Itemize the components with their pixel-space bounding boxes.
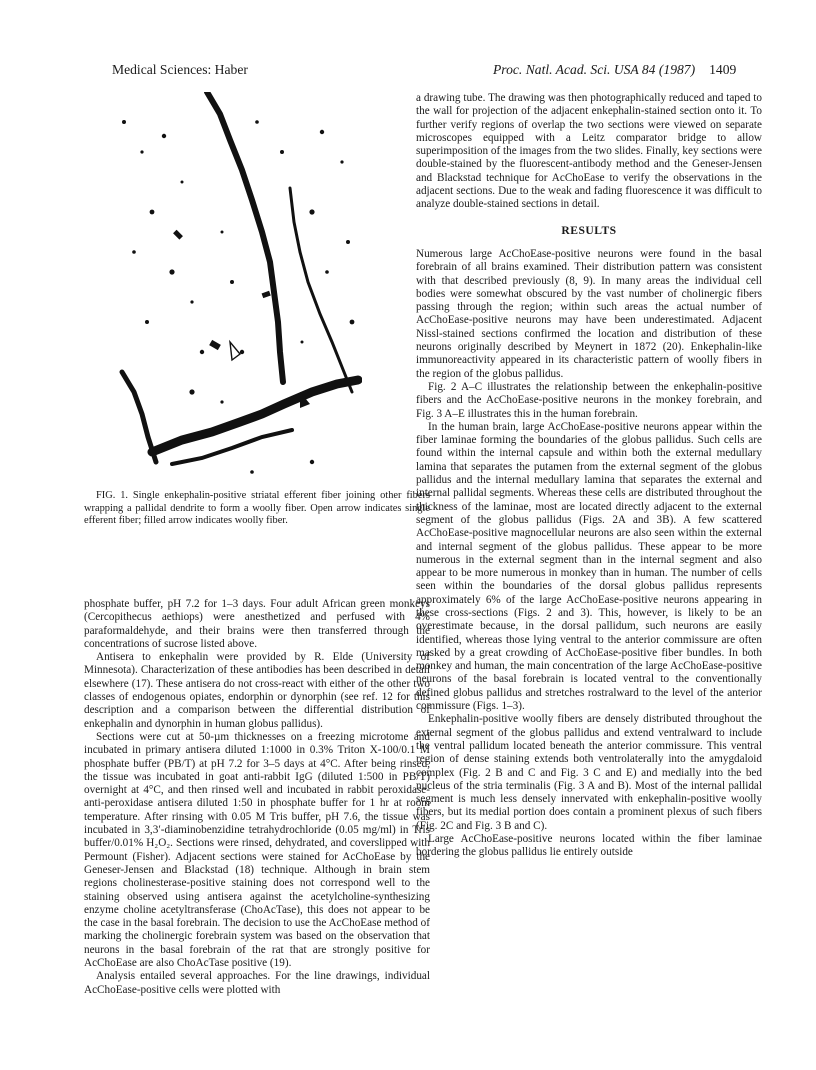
page-number: 1409 — [709, 62, 737, 77]
running-header-section: Medical Sciences: Haber — [112, 62, 248, 77]
paragraph: a drawing tube. The drawing was then photographically reduced and taped to the wall for projection of the adjacent enkephalin-stained section onto it. To further verify regions of overlap the two sections were viewed on separate microscopes equipped with a Leitz comparator bridge to allow superimposition of the images from the two slides. Finally, key sections were double-stained by the fluorescent-antibody method and the Geneser-Jensen and Blackstad technique for AcChoEase to verify the observations in the adjacent sections. Due to the weak and fading fluorescence it was difficult to analyze double-stained sections in detail. — [416, 92, 762, 211]
paragraph: Antisera to enkephalin were provided by R. Elde (University of Minnesota). Characterization of these antibodies has been described in detail elsewhere (17). These antisera do not cross-react with either of the other two classes of endogenous opiates, endorphin or dynorphin (see ref. 12 for this description and a comparison between the differential distribution of enkephalin and dynorphin in human globus pallidus). — [84, 651, 430, 730]
journal-citation: Proc. Natl. Acad. Sci. USA 84 (1987) — [493, 62, 696, 77]
paragraph: Numerous large AcChoEase-positive neurons were found in the basal forebrain of all brains examined. Their distribution pattern was consistent with that described previously (8, 9). In many areas the individual cell bodies were somewhat obscured by the vast number of cholinergic fibers passing through the region; within such areas the actual number of AcChoEase-positive neurons may have been underestimated. Adjacent Nissl-stained sections confirmed the location and distribution of these neurons originally described by Meynert in 1872 (20). Enkephalin-like immunoreactivity appeared in its characteristic pattern of woolly fibers in the region of the globus pallidus. — [416, 247, 762, 380]
paragraph: In the human brain, large AcChoEase-positive neurons appear within the fiber laminae forming the boundaries of the globus pallidus. Such cells are found within the internal capsule and within both the external medullary lamina that separates the putamen from the external segment of the globus pallidus and the internal medullary lamina that separates the external and internal pallidal segments. Whereas these cells are distributed throughout the thickness of the laminae, most are located directly adjacent to the external segment of the globus pallidus (Figs. 2A and 3B). A few scattered AcChoEase-positive magnocellular neurons are also seen within the external and internal segment of the globus pallidus. These appear to be more numerous in the external segment than in the internal segment and also appear to be more numerous in monkey than in human. The number of cells seen within the boundaries of the dorsal globus pallidus represents approximately 6% of the large AcChoEase-positive neurons appearing in these cross-sections (Figs. 2 and 3). This, however, is likely to be an overestimate because, in the dorsal pallidum, such neurons are easily identified, whereas those lying ventral to the anterior commissure are often masked by a great crowding of AcChoEase-positive fiber bundles. In both monkey and human, the main concentration of the large AcChoEase-positive neurons of the basal forebrain is located ventral to the conventionally defined globus pallidus and stretches rostralward to the level of the anterior commissure (Figs. 1–3). — [416, 420, 762, 713]
running-header-journal — [493, 62, 736, 78]
left-column — [84, 598, 430, 997]
paragraph: phosphate buffer, pH 7.2 for 1–3 days. Four adult African green monkeys (Cercopithecus aethiops) were anesthetized and perfused with 4% paraformaldehyde, and their brains were then transferred through the concentrations of sucrose listed above. — [84, 598, 430, 650]
micrograph-image — [112, 92, 362, 486]
figure-1-micrograph — [112, 92, 362, 486]
paragraph: Analysis entailed several approaches. For the line drawings, individual AcChoEase-positive cells were plotted with — [84, 970, 430, 996]
right-column — [416, 92, 762, 860]
figure-1-caption: FIG. 1. Single enkephalin-positive striatal efferent fiber joining other fibers wrapping a pallidal dendrite to form a woolly fiber. Open arrow indicates single efferent fiber; filled arrow indicates woolly fiber. — [84, 490, 430, 527]
paragraph: Fig. 2 A–C illustrates the relationship between the enkephalin-positive fibers and the AcChoEase-positive neurons in the monkey forebrain, and Fig. 3 A–E illustrates this in the human forebrain. — [416, 380, 762, 420]
paragraph: Enkephalin-positive woolly fibers are densely distributed throughout the external segment of the globus pallidus and extend ventralward to include the ventral pallidum located beneath the anterior commissure. This ventral region of dense staining extends both ventrolaterally into the amygdaloid complex (Fig. 2 B and C and Fig. 3 C and E) and medially into the bed nucleus of the stria terminalis (Fig. 3 A and B). Most of the internal pallidal segment is much less densely innervated with enkephalin-positive woolly fibers, but its medial portion does contain a prominent plexus of such fibers (Fig. 2C and Fig. 3 B and C). — [416, 713, 762, 832]
paragraph: Sections were cut at 50-µm thicknesses on a freezing microtome and incubated in primary antisera diluted 1:1000 in 0.3% Triton X-100/0.1 M phosphate buffer (PB/T) at pH 7.2 for 3–5 days at 4°C. After being rinsed, the tissue was incubated in goat anti-rabbit IgG (diluted 1:500 in PB/T) overnight at 4°C, and then rinsed well and incubated in rabbit peroxidase-anti-peroxidase antisera diluted 1:50 in phosphate buffer for 1 hr at room temperature. After rinsing with 0.05 M Tris buffer, pH 7.6, the tissue was incubated in 3,3′-diaminobenzidine tetrahydrochloride (0.05 mg/ml) in Tris buffer/0.01% H₂O₂. Sections were rinsed, dehydrated, and coverslipped with Permount (Fisher). Adjacent sections were stained for AcChoEase by the Geneser-Jensen and Blackstad (18) technique. Although in brain stem regions cholinesterase-positive staining does not correspond well to the staining observed using antisera against the acetylcholine-synthesizing enzyme choline acetyltransferase (ChoAcTase), this does not appear to be the case in the basal forebrain. The decision to use the AcChoEase method of marking the cholinergic forebrain system was based on the observation that neurons in the basal forebrain of the rat that are strongly positive for AcChoEase are also ChoAcTase positive (19). — [84, 730, 430, 970]
section-heading: RESULTS — [561, 223, 617, 237]
paragraph: Large AcChoEase-positive neurons located within the fiber laminae bordering the globus pallidus lie entirely outside — [416, 833, 762, 859]
